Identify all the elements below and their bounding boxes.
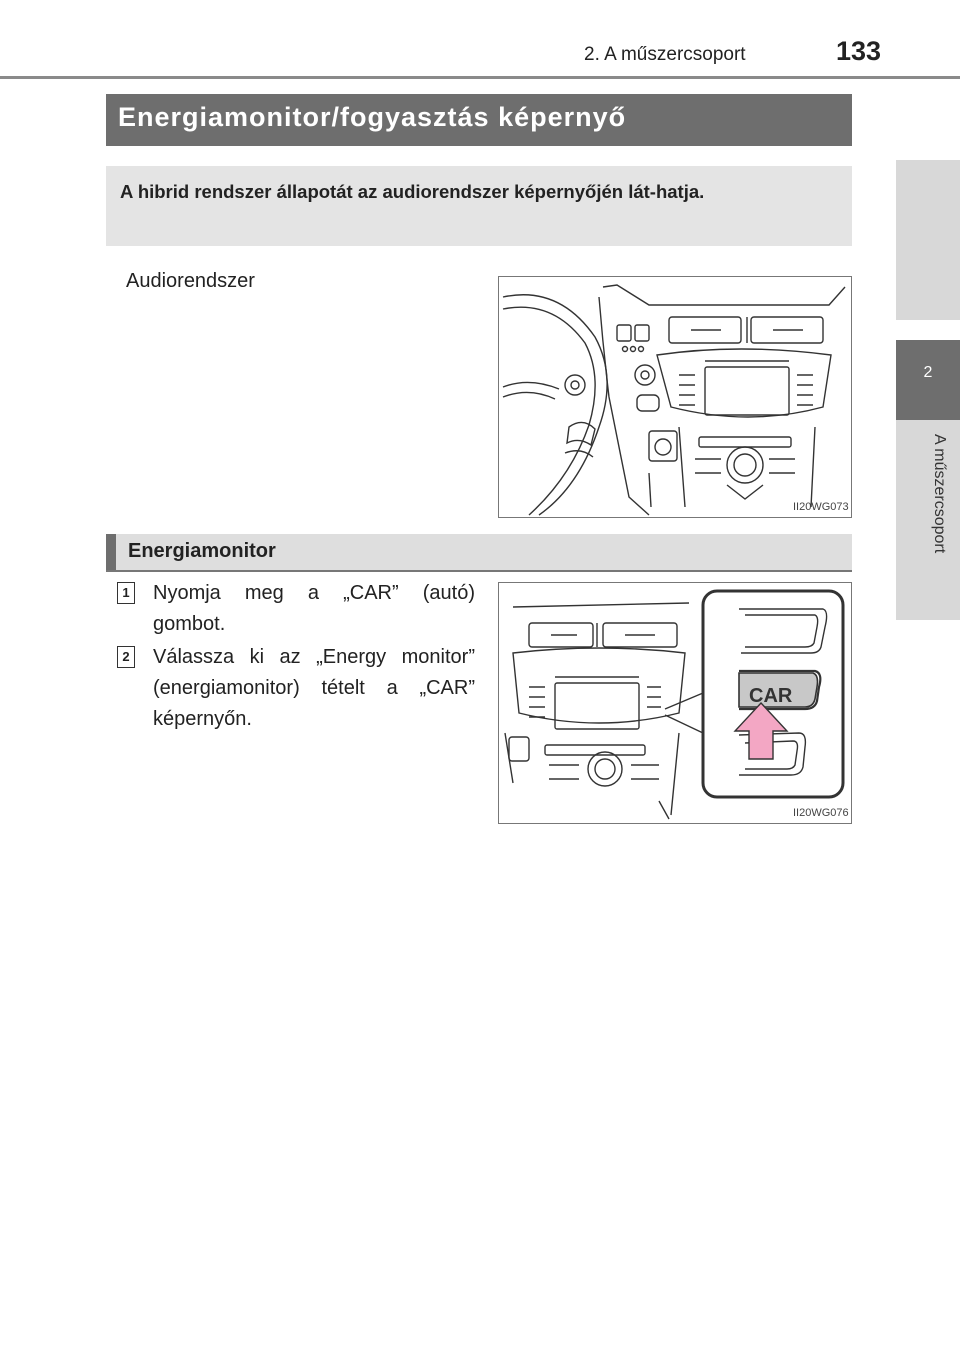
car-button-label: CAR bbox=[749, 685, 793, 707]
subsection-header bbox=[106, 534, 852, 572]
running-header-section: 2. A műszercsoport bbox=[584, 44, 746, 65]
step-1-number: 1 bbox=[117, 582, 135, 604]
figure-1-code: II20WG073 bbox=[793, 501, 849, 513]
step-1-line-2: gombot. bbox=[153, 613, 226, 635]
intro-box bbox=[106, 166, 852, 246]
subsection-header-accent bbox=[106, 534, 116, 570]
side-tab-number: 2 bbox=[923, 364, 933, 381]
side-tab-lower-strip bbox=[896, 420, 960, 620]
intro-text: A hibrid rendszer állapotát az audiorendszer képernyőjén lát-hatja. bbox=[120, 181, 705, 202]
subsection-title: Energiamonitor bbox=[128, 540, 276, 562]
figure-1-dashboard-illustration bbox=[498, 276, 852, 518]
step-1-text bbox=[153, 578, 475, 640]
side-tab-upper-strip bbox=[896, 160, 960, 320]
figure-2-car-button-illustration bbox=[498, 582, 852, 824]
step-2-line-1: Válassza ki az „Energy monitor” bbox=[153, 646, 475, 668]
page-number: 133 bbox=[836, 36, 882, 66]
side-tab bbox=[896, 340, 960, 420]
section-title-bar bbox=[106, 94, 852, 146]
step-2-number: 2 bbox=[117, 646, 135, 668]
step-1-line-1: Nyomja meg a „CAR” (autó) bbox=[153, 582, 475, 604]
step-2-line-2: (energiamonitor) tételt a „CAR” bbox=[153, 677, 475, 699]
figure-2-code: II20WG076 bbox=[793, 807, 849, 819]
press-arrow-icon bbox=[735, 703, 787, 759]
step-2-line-3: képernyőn. bbox=[153, 708, 252, 730]
side-tab-label: A műszercsoport bbox=[931, 434, 948, 554]
header-rule bbox=[0, 76, 960, 79]
section-title: Energiamonitor/fogyasztás képernyő bbox=[118, 102, 627, 132]
figure-1-label: Audiorendszer bbox=[126, 270, 255, 292]
dashboard-drawing bbox=[499, 277, 851, 517]
step-2-text bbox=[153, 642, 475, 735]
car-button-drawing bbox=[499, 583, 851, 823]
